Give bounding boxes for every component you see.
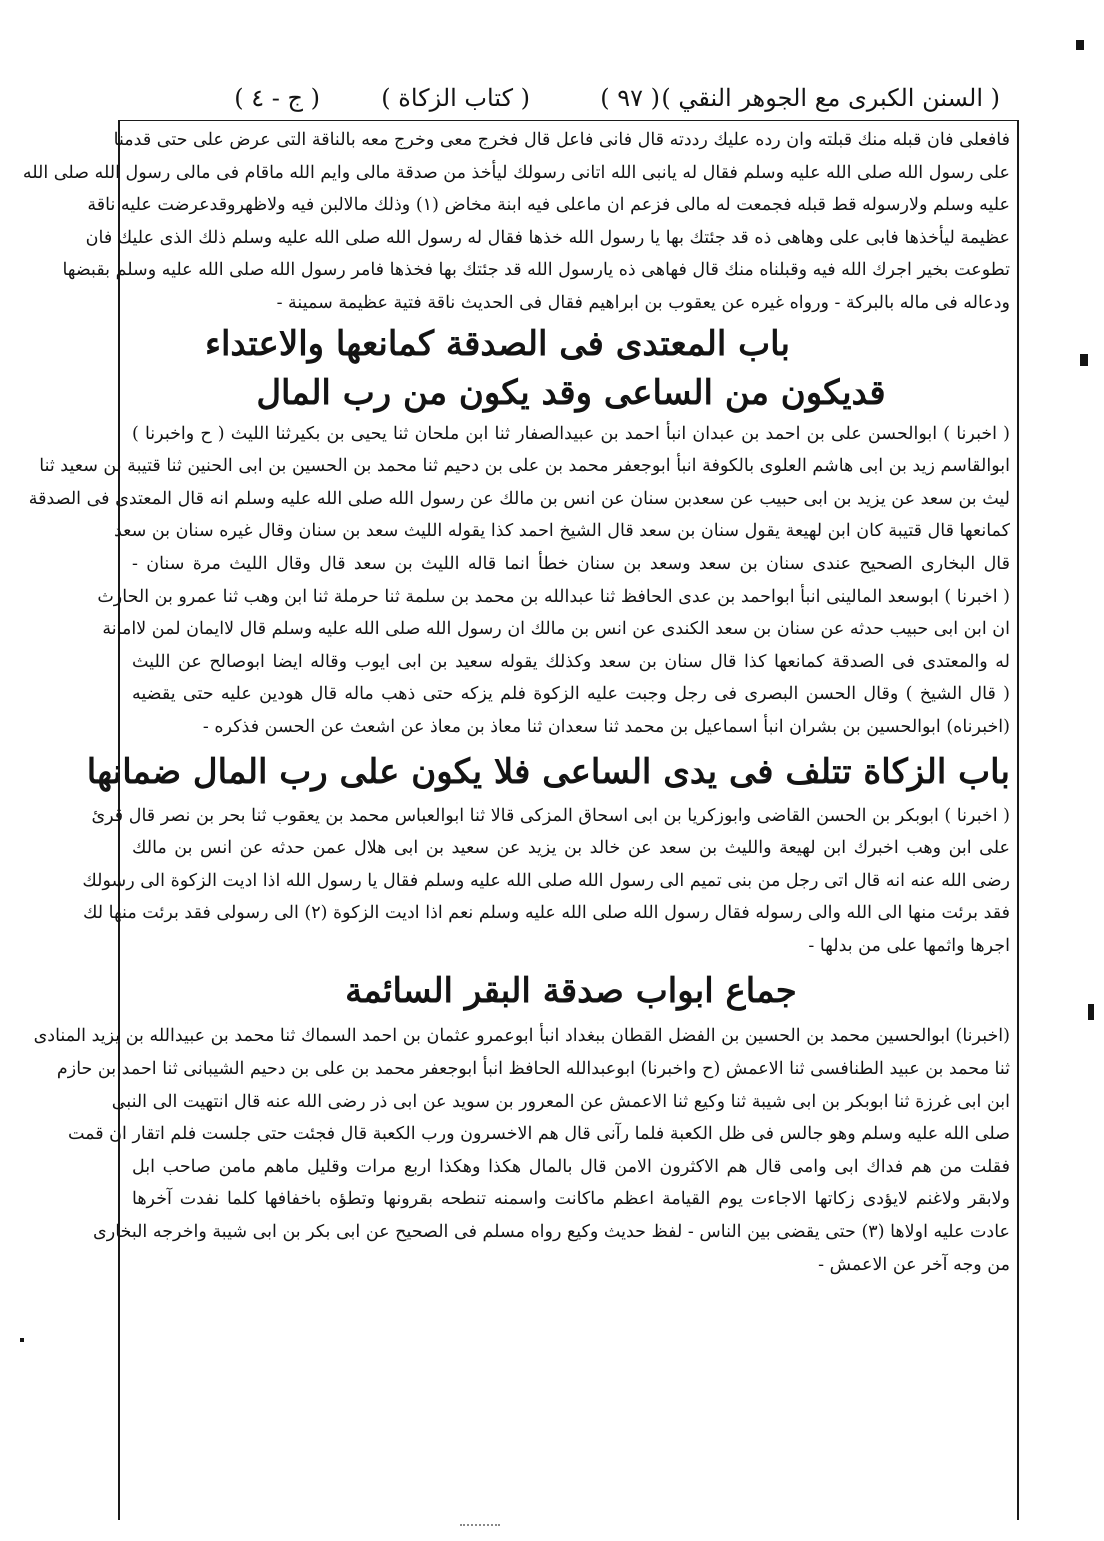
- text-line: ابن ابى غرزة ثنا ابوبكر بن ابى شيبة ثنا وكيع ثنا الاعمش عن المعرور بن سويد عن ابى ذر رضى الله عنه قال انتهيت الى النبى: [111, 1091, 1010, 1112]
- text-line: ابوالقاسم زيد بن ابى هاشم العلوى بالكوفة انبأ ابوجعفر محمد بن على بن دحيم ثنا محمد بن الحسين بن ابى الحنين ثنا قتيبة بن سعيد ثنا: [39, 456, 1010, 477]
- paragraph: [82, 800, 1010, 963]
- text-line: ليث بن سعد عن يزيد بن ابى حبيب عن سعدبن سنان عن انس بن مالك عن رسول الله صلى الله عليه وسلم انه قال المعتدى فى الصدقة: [28, 488, 1010, 509]
- header-volume: ( ج - ٤ ): [234, 84, 320, 112]
- text-line: فقد برئت منها الى الله والى رسوله فقال رسول الله صلى الله عليه وسلم نعم اذا اديت الزكوة (٢) الى رسولى فقد برئت منها لك: [83, 903, 1010, 924]
- text-line: صلى الله عليه وسلم وهو جالس فى ظل الكعبة فلما رآنى قال هم الاخسرون ورب الكعبة قال فجئت حتى جلست فلم اتقار ان قمت: [67, 1124, 1010, 1145]
- text-line: من وجه آخر عن الاعمش -: [818, 1254, 1010, 1275]
- running-header: [150, 78, 1000, 118]
- text-line: عادت عليه اولاها (٣) حتى يقضى بين الناس - لفظ حديث وكيع رواه مسلم فى الصحيح عن ابى بكر بن ابى شيبة واخرجه البخارى: [93, 1222, 1010, 1243]
- text-line: ودعاله فى ماله بالبركة - ورواه غيره عن يعقوب بن ابراهيم فقال فى الحديث ناقة فتية عظيمة سمينة -: [276, 292, 1010, 313]
- text-line: له والمعتدى فى الصدقة كمانعها كذا قال سنان بن سعد وكذلك يقوله سعيد بن ابى ايوب وقاله ايضا ابوصالح عن الليث: [132, 651, 1010, 672]
- text-line: قال البخارى الصحيح عندى سنان بن سعد وسعد بن سنان خطأ انما قاله الليث بن سعد قال وقال الليث مرة سنان -: [132, 553, 1010, 574]
- footer-rule: [460, 1524, 500, 1526]
- header-page-number: ( ٩٧ ): [600, 84, 660, 112]
- text-line: ( اخبرنا ) ابوبكر بن الحسن القاضى وابوزكريا بن ابى اسحاق المزكى قالا ثنا ابوالعباس محمد بن يعقوب ثنا بحر بن نصر قال قرئ: [91, 805, 1010, 826]
- text-line: كمانعها قال قتيبة كان ابن لهيعة يقول سنان بن سعد قال الشيخ احمد كذا يقوله الليث سعد بن سنان وقال غيره سنان بن سعد: [113, 521, 1010, 542]
- text-line: (اخبرنا) ابوالحسين محمد بن الحسين بن الفضل القطان ببغداد انبأ ابوعمرو عثمان بن احمد السماك ثنا محمد بن عبيدالله بن يزيد المنادى: [33, 1026, 1010, 1047]
- text-line: ثنا محمد بن عبيد الطنافسى ثنا الاعمش (ح واخبرنا) ابوعبدالله الحافظ انبأ ابوجعفر محمد بن على بن دحيم الشيبانى ثنا احمد بن حازم: [56, 1059, 1010, 1080]
- text-line: ( اخبرنا ) ابوسعد المالينى انبأ ابواحمد بن عدى الحافظ ثنا عبدالله بن محمد بن سلمة ثنا حرملة ثنا ابن وهب ثنا عمرو بن الحارث: [97, 586, 1010, 607]
- text-line: عظيمة ليأخذها فابى على وهاهى ذه قد جئتك بها يا رسول الله خذها فقال له رسول الله صلى الله عليه وسلم ذلك الذى عليك فان: [85, 227, 1010, 248]
- paragraph: [22, 124, 1010, 320]
- chapter-heading: جماع ابواب صدقة البقر السائمة: [345, 971, 797, 1012]
- text-line: ان ابن ابى حبيب حدثه عن سنان بن سعد الكندى عن انس بن مالك ان رسول الله صلى الله عليه وسلم قال لاايمان لمن لاامانة: [102, 619, 1010, 640]
- text-line: ولابقر ولاغنم لايؤدى زكاتها الاجاءت يوم القيامة اعظم ماكانت واسمنه تنطحه بقرونها وتطؤه باخفافها كلما نفدت آخرها: [132, 1189, 1010, 1210]
- body-text: [22, 124, 1010, 1281]
- chapter-heading: باب المعتدى فى الصدقة كمانعها والاعتداء: [205, 323, 790, 364]
- text-line: فقلت من هم فداك ابى وامى قال هم الاكثرون الامن قال بالمال هكذا وهكذا اربع مرات وقليل ماهم مامن صاحب ابل: [132, 1156, 1010, 1177]
- text-line: ( قال الشيخ ) وقال الحسن البصرى فى رجل وجبت عليه الزكوة فلم يزكه حتى ذهب ماله قال هودين عليه حتى يقضيه: [132, 684, 1010, 705]
- text-line: عليه وسلم ولارسوله قط قبله فجمعت له مالى فزعم ان ماعلى فيه ابنة مخاض (١) وذلك مالالبن فيه ولاظهروقدعرضت عليه ناقة: [87, 195, 1010, 216]
- paragraph: [28, 418, 1010, 744]
- margin-mark: [20, 1338, 24, 1342]
- header-section-name: ( كتاب الزكاة ): [381, 84, 530, 112]
- chapter-heading: قديكون من الساعى وقد يكون من رب المال: [256, 372, 886, 413]
- text-line: فافعلى فان قبله منك قبلته وان رده عليك رددته قال فانى فاعل قال فخرج معى وخرج معه بالناقة التى عرض على حتى قدمنا: [113, 130, 1010, 150]
- margin-mark: [1076, 40, 1084, 50]
- header-book-title: ( السنن الكبرى مع الجوهر النقي ): [661, 84, 1000, 112]
- paragraph: [33, 1020, 1010, 1281]
- margin-mark: [1080, 354, 1088, 366]
- text-line: اجرها واثمها على من بدلها -: [808, 935, 1010, 956]
- margin-mark: [1088, 1004, 1094, 1020]
- chapter-heading: باب الزكاة تتلف فى يدى الساعى فلا يكون على رب المال ضمانها: [86, 751, 1010, 792]
- text-line: رضى الله عنه انه قال اتى رجل من بنى تميم الى رسول الله صلى الله عليه وسلم فقال يا رسول الله اذا اديت الزكوة الى رسولك: [82, 870, 1010, 891]
- text-line: على رسول الله صلى الله عليه وسلم فقال له يانبى الله اتانى رسولك ليأخذ من صدقة مالى وايم الله ماقام فى مالى رسول الله صلى الله: [22, 162, 1010, 183]
- text-line: تطوعت بخير اجرك الله فيه وقبلناه منك قال فهاهى ذه يارسول الله قد جئتك بها فخذها فامر رسول الله صلى الله عليه وسلم بقبضها: [62, 260, 1010, 281]
- text-line: ( اخبرنا ) ابوالحسن على بن احمد بن عبدان انبأ احمد بن عبيدالصفار ثنا ابن ملحان ثنا يحيى بن بكيرثنا الليث ( ح واخبرنا ): [132, 423, 1010, 444]
- text-line: على ابن وهب اخبرك ابن لهيعة والليث بن سعد عن خالد بن يزيد عن سعيد بن ابى هلال عمن حدثه عن انس بن مالك: [132, 838, 1010, 859]
- text-line: (اخبرناه) ابوالحسين بن بشران انبأ اسماعيل بن محمد ثنا سعدان ثنا معاذ بن معاذ عن اشعث عن الحسن فذكره -: [202, 716, 1010, 737]
